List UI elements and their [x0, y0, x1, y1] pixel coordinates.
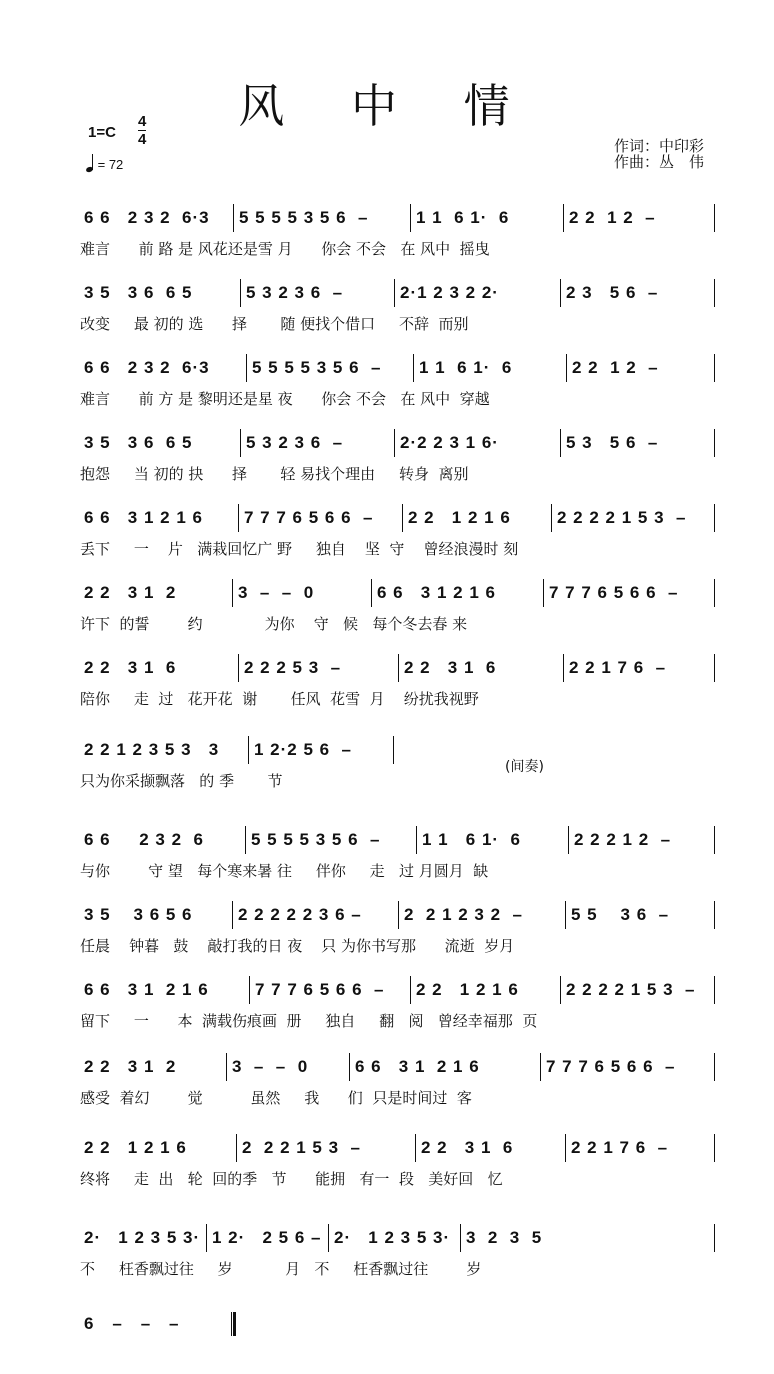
measure-notes: 6 6 3 1 2 1 6 [377, 583, 496, 602]
barline [565, 901, 566, 929]
measure-notes: 2 2 1 2 1 6 [84, 1138, 187, 1157]
barline [543, 579, 544, 607]
time-signature-bottom: 4 [138, 131, 147, 148]
measure-notes: 5 3 2 3 6 – [246, 433, 344, 452]
barline [226, 1053, 227, 1081]
barline [714, 1053, 715, 1081]
measure-notes: 6 6 2 3 2 6 [84, 830, 204, 849]
measure-notes: 5 5 3 6 – [571, 905, 670, 924]
barline [560, 976, 561, 1004]
measure-notes: 2 2 2 1 5 3 – [242, 1138, 361, 1157]
final-measure: 6 – – – [84, 1314, 179, 1333]
measure-notes: 2 2 3 1 2 [84, 583, 177, 602]
barline [233, 204, 234, 232]
measure-notes: 2 2 1 7 6 – [569, 658, 667, 677]
score-line [0, 658, 774, 728]
score-line [0, 358, 774, 428]
key-signature: 1=C [88, 124, 116, 141]
score-line [0, 905, 774, 975]
barline [246, 354, 247, 382]
barline [714, 654, 715, 682]
tempo-value: = 72 [97, 157, 124, 172]
score-line [0, 830, 774, 900]
barline [248, 736, 249, 764]
measure-notes: 2 2 1 2 3 5 3 3 [84, 740, 220, 759]
quarter-note-icon [86, 154, 94, 172]
score-line [0, 1228, 774, 1298]
measure-notes: 6 6 3 1 2 1 6 [84, 508, 203, 527]
barline [563, 654, 564, 682]
final-double-barline [231, 1312, 236, 1336]
barline [714, 504, 715, 532]
barline [714, 429, 715, 457]
barline [394, 429, 395, 457]
measure-notes: 2 2 1 2 1 6 [408, 508, 511, 527]
barline [415, 1134, 416, 1162]
score-line [0, 1057, 774, 1127]
lyrics-line: 留下 一 本 满载伤痕画 册 独自 翻 阅 曾经幸福那 页 [80, 1012, 538, 1030]
measure-notes: 3 5 3 6 6 5 [84, 283, 193, 302]
time-signature-top: 4 [138, 113, 147, 130]
measure-notes: 6 6 3 1 2 1 6 [355, 1057, 480, 1076]
measure-notes: 6 6 2 3 2 6·3 [84, 358, 210, 377]
barline [413, 354, 414, 382]
barline [238, 504, 239, 532]
measure-notes: 3 – – 0 [232, 1057, 309, 1076]
barline [714, 579, 715, 607]
score-line [0, 433, 774, 503]
measure-notes: 2· 1 2 3 5 3· [334, 1228, 451, 1247]
lyrics-line: 难言 前 方 是 黎明还是星 夜 你会 不会 在 风中 穿越 [80, 390, 490, 408]
measure-notes: 2 2 3 1 2 [84, 1057, 177, 1076]
lyrics-line: 陪你 走 过 花开花 谢 任风 花雪 月 纷扰我视野 [80, 690, 479, 708]
measure-notes: 2 2 2 5 3 – [244, 658, 342, 677]
lyrics-line: 改变 最 初的 选 择 随 便找个借口 不辞 而别 [80, 315, 469, 333]
measure-notes: 2 2 2 1 2 – [574, 830, 672, 849]
measure-notes: 3 5 3 6 6 5 [84, 433, 193, 452]
measure-notes: 2·1 2 3 2 2· [400, 283, 499, 302]
measure-notes: 2 3 5 6 – [566, 283, 659, 302]
measure-notes: 5 3 2 3 6 – [246, 283, 344, 302]
measure-notes: 1 1 6 1· 6 [422, 830, 521, 849]
measure-notes: 2 2 3 1 6 [404, 658, 497, 677]
barline [232, 579, 233, 607]
measure-notes: 2 2 3 1 6 [421, 1138, 514, 1157]
measure-notes: 7 7 7 6 5 6 6 – [244, 508, 374, 527]
measure-notes: 5 5 5 5 3 5 6 – [252, 358, 382, 377]
measure-notes: 2 2 1 2 – [569, 208, 656, 227]
song-title: 风 中 情 [238, 79, 536, 133]
score-line [0, 980, 774, 1050]
barline [349, 1053, 350, 1081]
lyrics-line: 终将 走 出 轮 回的季 节 能拥 有一 段 美好回 忆 [80, 1170, 503, 1188]
measure-notes: 6 6 3 1 2 1 6 [84, 980, 209, 999]
measure-notes: 5 5 5 5 3 5 6 – [251, 830, 381, 849]
barline [410, 976, 411, 1004]
barline [568, 826, 569, 854]
measure-notes: 2 2 1 2 1 6 [416, 980, 519, 999]
measure-notes: 2 2 3 1 6 [84, 658, 177, 677]
barline [416, 826, 417, 854]
barline [714, 354, 715, 382]
measure-notes: 6 6 2 3 2 6·3 [84, 208, 210, 227]
lyrics-line: 丢下 一 片 满栽回忆广 野 独自 坚 守 曾经浪漫时 刻 [80, 540, 519, 558]
barline [566, 354, 567, 382]
barline [398, 901, 399, 929]
composer: 作曲：丛 伟 [614, 153, 705, 171]
barline [371, 579, 372, 607]
barline [402, 504, 403, 532]
measure-notes: 1 1 6 1· 6 [419, 358, 513, 377]
barline [410, 204, 411, 232]
measure-notes: 5 3 5 6 – [566, 433, 659, 452]
barline [240, 279, 241, 307]
barline [206, 1224, 207, 1252]
barline [238, 654, 239, 682]
measure-notes: 2·2 2 3 1 6· [400, 433, 499, 452]
score-line [0, 1138, 774, 1208]
barline [245, 826, 246, 854]
measure-notes: 3 5 3 6 5 6 [84, 905, 193, 924]
barline [249, 976, 250, 1004]
barline [328, 1224, 329, 1252]
lyrics-line: 只为你采撷飘落 的 季 节 [80, 772, 283, 790]
measure-notes: 2 2 1 2 3 2 – [404, 905, 523, 924]
barline [398, 654, 399, 682]
measure-notes: 1 2· 2 5 6 – [212, 1228, 322, 1247]
measure-notes: 1 1 6 1· 6 [416, 208, 510, 227]
barline [714, 279, 715, 307]
lyricist: 作词：中印彩 [614, 137, 705, 155]
lyrics-line: 许下 的誓 约 为你 守 候 每个冬去春 来 [80, 615, 468, 633]
barline [714, 826, 715, 854]
interlude-label: (间奏) [505, 759, 544, 775]
measure-notes: 2· 1 2 3 5 3· [84, 1228, 201, 1247]
barline [240, 429, 241, 457]
barline [714, 976, 715, 1004]
measure-notes: 3 2 3 5 [466, 1228, 543, 1247]
credits [614, 138, 704, 170]
measure-notes: 2 2 2 2 1 5 3 – [557, 508, 687, 527]
barline [460, 1224, 461, 1252]
barline [565, 1134, 566, 1162]
measure-notes: 1 2·2 5 6 – [254, 740, 353, 759]
barline [560, 429, 561, 457]
measure-notes: 2 2 2 2 2 3 6 – [238, 905, 362, 924]
barline [563, 204, 564, 232]
barline [714, 1224, 715, 1252]
score-line [0, 740, 774, 810]
score-line [0, 208, 774, 278]
score-line [0, 283, 774, 353]
lyrics-line: 不 枉香飘过往 岁 月 不 枉香飘过往 岁 [80, 1260, 482, 1278]
barline [551, 504, 552, 532]
measure-notes: 2 2 1 7 6 – [571, 1138, 669, 1157]
barline [540, 1053, 541, 1081]
barline [714, 901, 715, 929]
score-line [0, 508, 774, 578]
measure-notes: 5 5 5 5 3 5 6 – [239, 208, 369, 227]
tempo-marking [86, 154, 123, 172]
barline [232, 901, 233, 929]
measure-notes: 7 7 7 6 5 6 6 – [546, 1057, 676, 1076]
barline [560, 279, 561, 307]
barline [714, 204, 715, 232]
lyrics-line: 感受 着幻 觉 虽然 我 们 只是时间过 客 [80, 1089, 472, 1107]
time-signature [138, 114, 146, 147]
measure-notes: 7 7 7 6 5 6 6 – [255, 980, 385, 999]
lyrics-line: 抱怨 当 初的 抉 择 轻 易找个理由 转身 离别 [80, 465, 469, 483]
barline [393, 736, 394, 764]
score-line [0, 583, 774, 653]
lyrics-line: 难言 前 路 是 风花还是雪 月 你会 不会 在 风中 摇曳 [80, 240, 490, 258]
lyrics-line: 任晨 钟暮 鼓 敲打我的日 夜 只 为你书写那 流逝 岁月 [80, 937, 515, 955]
measure-notes: 7 7 7 6 5 6 6 – [549, 583, 679, 602]
barline [714, 1134, 715, 1162]
measure-notes: 2 2 1 2 – [572, 358, 659, 377]
lyrics-line: 与你 守 望 每个寒来暑 往 伴你 走 过 月圆月 缺 [80, 862, 489, 880]
barline [394, 279, 395, 307]
measure-notes: 3 – – 0 [238, 583, 315, 602]
measure-notes: 2 2 2 2 1 5 3 – [566, 980, 696, 999]
barline [236, 1134, 237, 1162]
